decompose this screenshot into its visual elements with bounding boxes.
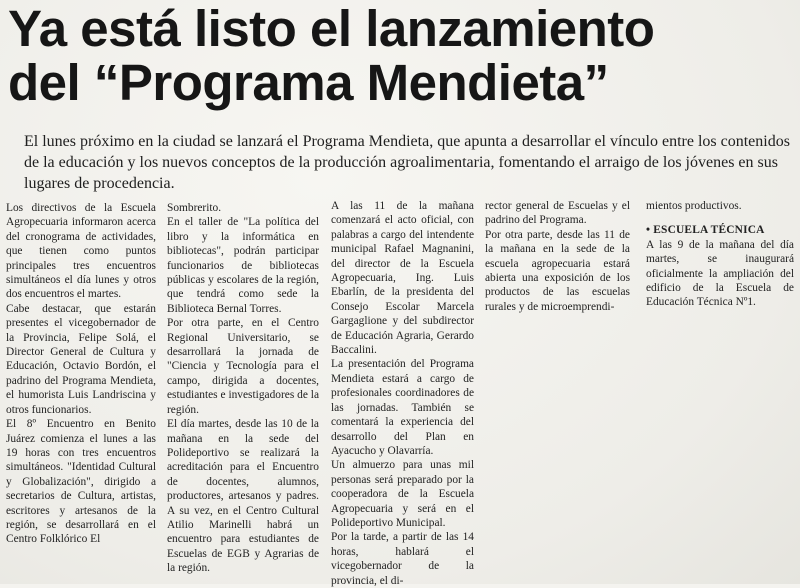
paragraph: El día martes, desde las 10 de la mañana en la sede del Polideportivo se realizará la acreditación para el Encuentro de docentes, alumnos, productores, artesanos y padres. A su vez, en el Centro Cultural Atilio Marinelli habrá un encuentro para estudiantes de Escuelas de EGB y Agrarias de la región. (167, 418, 319, 575)
paragraph: Los directivos de la Escuela Agropecuaria informaron acerca del cronograma de actividades, que tienen como puntos principales tres encuentros simultáneos el día lunes y otros dos encuentros el martes. (6, 202, 156, 301)
headline (8, 2, 798, 110)
paragraph: rector general de Escuelas y el padrino del Programa. (485, 200, 630, 227)
article-column-1 (6, 201, 156, 547)
paragraph: A las 11 de la mañana comenzará el acto oficial, con palabras a cargo del intendente municipal Rafael Magnanini, del director de la Escuela Agropecuaria, Ing. Luis Ebarlín, de la presidenta del Consejo Escolar Marcela Gargaglione y del subdirector de Educación Agraria, Gerardo Baccalini. (331, 200, 474, 357)
headline-line-2: del “Programa Mendieta” (8, 54, 609, 111)
paragraph: Por otra parte, en el Centro Regional Universitario, se desarrollará la jornada de "Ciencia y Tecnología para el campo, dirigida a docentes, estudiantes e investigadores de la región. (167, 317, 319, 416)
headline-line-1: Ya está listo el lanzamiento (8, 0, 655, 57)
paragraph: Cabe destacar, que estarán presentes el vicegobernador de la Provincia, Felipe Solá, el Director General de Cultura y Educación, Octavio Bordón, el padrino del Programa Mendieta, el humorista Luis Landriscina y otros funcionarios. (6, 302, 156, 416)
paragraph: mientos productivos. (646, 200, 742, 212)
article-column-4 (485, 199, 630, 314)
paragraph: El 8º Encuentro en Benito Juárez comienza el lunes a las 19 horas con tres encuentros simultáneos. "Identidad Cultural y Globalización", dirigido a secretarios de Cultura, artistas, escritores y artesanos de la región, se desarrollará en el Centro Folklórico El (6, 418, 156, 546)
paragraph: Por la tarde, a partir de las 14 horas, hablará el vicegobernador de la provincia, el di- (331, 531, 474, 587)
paragraph: En el taller de "La política del libro y la informática en bibliotecas", podrán participar funcionarios de bibliotecas públicas y escolares de la región, que tendrá como sede la Biblioteca Bernal Torres. (167, 216, 319, 315)
paragraph: La presentación del Programa Mendieta estará a cargo de profesionales coordinadores de las jornadas. También se comentará la experiencia del desarrollo del Plan en Ayacucho y Olavarría. (331, 358, 474, 457)
article-column-3 (331, 199, 474, 588)
paragraph: Un almuerzo para unas mil personas será preparado por la cooperadora de la Escuela Agropecuaria y será en el Polideportivo Municipal. (331, 459, 474, 529)
lead-paragraph: El lunes próximo en la ciudad se lanzará el Programa Mendieta, que apunta a desarrollar el vínculo entre los contenidos de la educación y los nuevos conceptos de la producción agroalimentaria, fomentando el arraigo de los jóvenes en sus lugares de procedencia. (24, 133, 790, 192)
paragraph: A las 9 de la mañana del día martes, se inaugurará oficialmente la ampliación del edificio de la Escuela de Educación Técnica Nº1. (646, 238, 794, 309)
article-column-5 (646, 199, 794, 310)
paragraph: Por otra parte, desde las 11 de la mañana en la sede de la escuela agropecuaria estará abierta una exposición de los productos de las escuelas rurales y de microemprendi- (485, 228, 630, 313)
paragraph: Sombrerito. (167, 202, 222, 214)
section-heading: • ESCUELA TÉCNICA (646, 224, 765, 237)
article-column-2 (167, 201, 319, 576)
